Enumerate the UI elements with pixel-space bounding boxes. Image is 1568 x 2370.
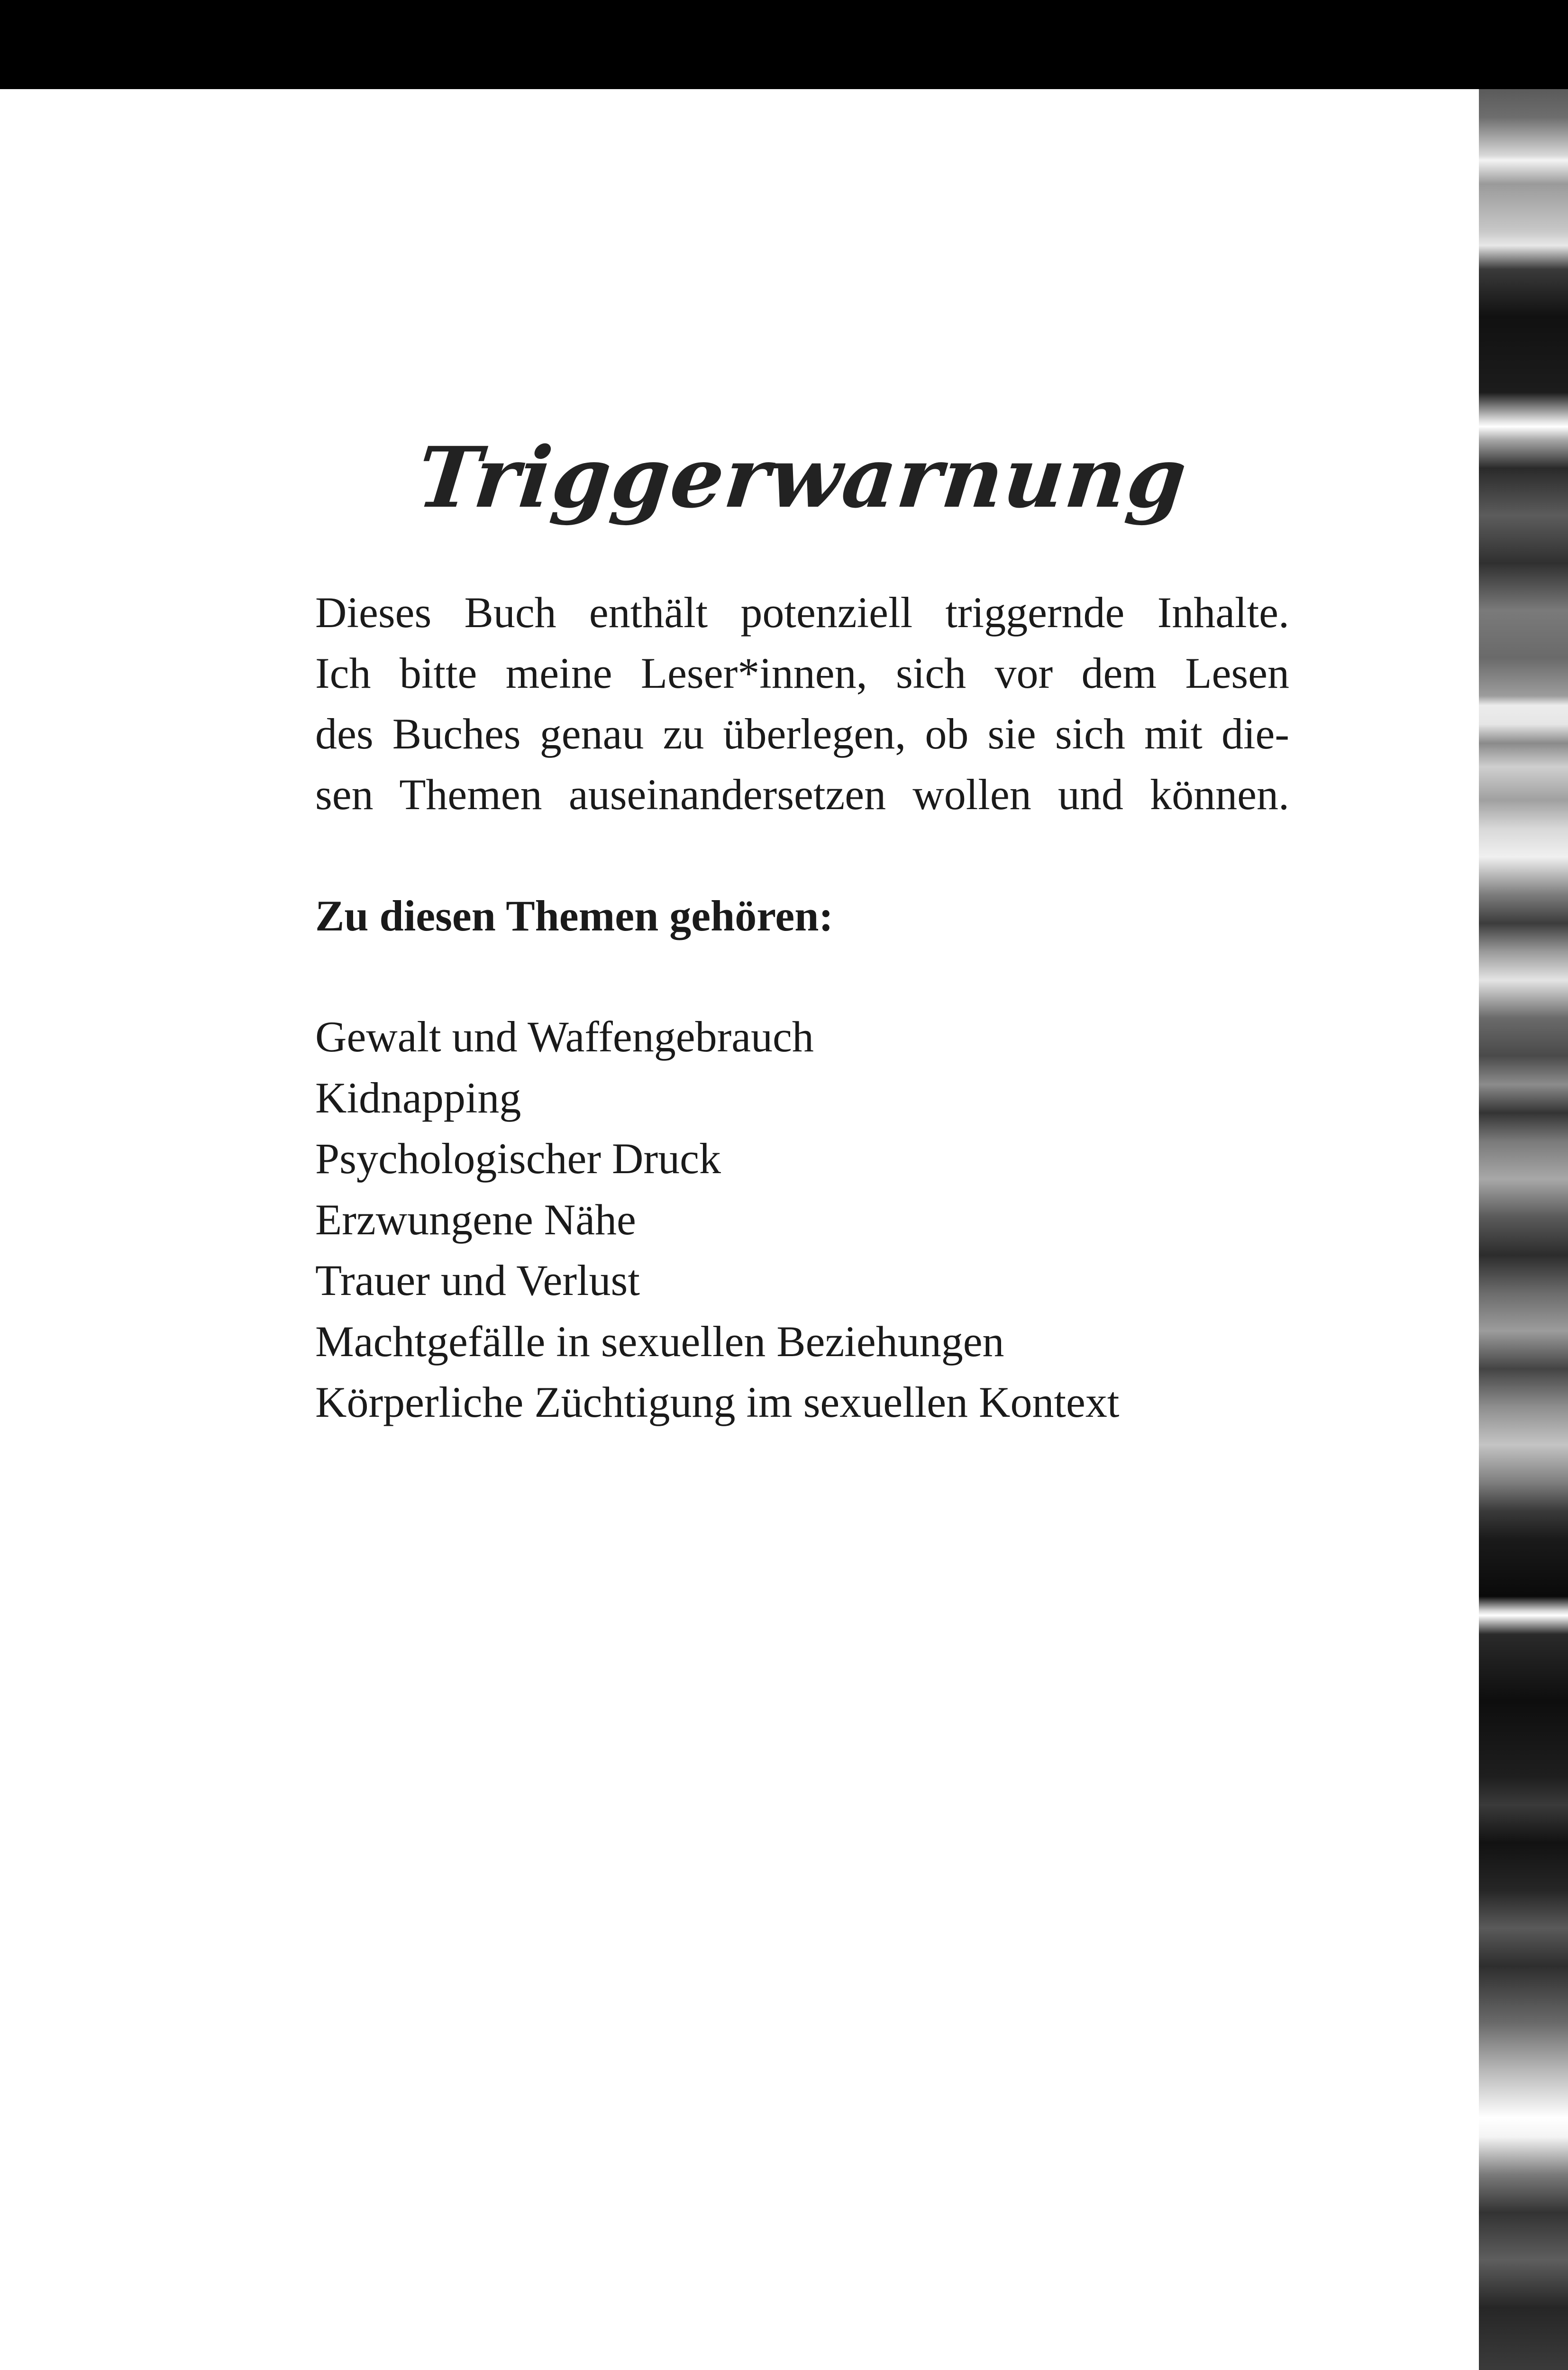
list-item: Körperliche Züchtigung im sexuellen Kontext (315, 1378, 1120, 1426)
intro-paragraph (315, 582, 1289, 825)
list-item: Erzwungene Nähe (315, 1195, 636, 1244)
intro-line: Dieses Buch enthält potenziell triggernde Inhalte. (315, 588, 1289, 637)
list-item: Machtgefälle in sexuellen Beziehungen (315, 1317, 1004, 1366)
top-border (0, 0, 1568, 89)
list-item: Trauer und Verlust (315, 1256, 640, 1304)
page-title: Triggerwarnung (412, 428, 1192, 527)
intro-line: des Buches genau zu überlegen, ob sie sich mit die- (315, 710, 1289, 758)
list-item: Kidnapping (315, 1073, 521, 1122)
topics-heading: Zu diesen Themen gehören: (315, 892, 834, 940)
list-item: Gewalt und Waffengebrauch (315, 1012, 814, 1061)
topics-list (315, 1006, 1119, 1433)
page-edge-stack (1479, 89, 1568, 2370)
intro-line: sen Themen auseinandersetzen wollen und können. (315, 770, 1289, 819)
list-item: Psychologischer Druck (315, 1134, 721, 1183)
intro-line: Ich bitte meine Leser*innen, sich vor dem Lesen (315, 649, 1289, 697)
